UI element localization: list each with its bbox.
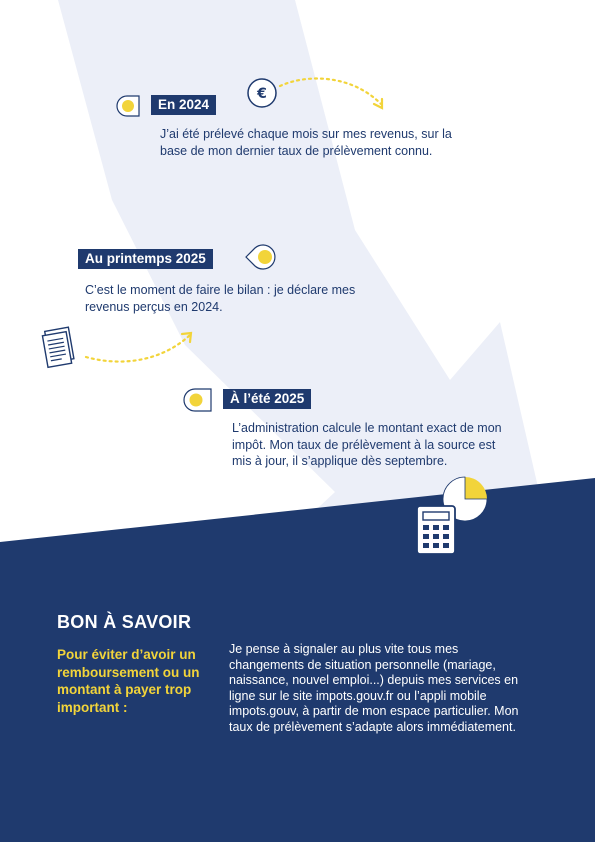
dotted-arrow-1 (276, 72, 391, 117)
dotted-arrow-2 (82, 325, 197, 365)
bon-a-savoir-title: BON À SAVOIR (57, 612, 192, 632)
calculator-icon (415, 504, 457, 556)
coin-icon (115, 94, 149, 118)
step-text-2024: J’ai été prélevé chaque mois sur mes revenus, sur la base de mon dernier taux de prélèvement connu. (160, 127, 452, 158)
euro-icon (246, 77, 278, 109)
step-text-printemps-2025: C’est le moment de faire le bilan : je déclare mes revenus perçus en 2024. (85, 283, 356, 314)
step-label-printemps-2025: Au printemps 2025 (78, 249, 213, 269)
coin-icon (181, 387, 223, 413)
coin-icon (243, 243, 283, 271)
step-label-2024: En 2024 (151, 95, 216, 115)
bon-a-savoir-subtitle: Pour éviter d’avoir un remboursement ou un montant à payer trop important : (57, 647, 200, 715)
document-icon (40, 323, 80, 375)
step-text-ete-2025: L’administration calcule le montant exact de mon impôt. Mon taux de prélèvement à la source est mis à jour, il s’applique dès septembre. (232, 421, 502, 468)
bon-a-savoir-text: Je pense à signaler au plus vite tous mes changements de situation personnelle (mariage, naissance, nouvel emploi...) depuis mes services en ligne sur le site impots.gouv.fr ou l’appli mobile impots.gouv, à partir de mon espace particulier. Mon taux de prélèvement s’adapte alors immédiatement. (229, 642, 519, 734)
euro-symbol: € (257, 86, 267, 102)
step-label-ete-2025: À l’été 2025 (223, 389, 311, 409)
